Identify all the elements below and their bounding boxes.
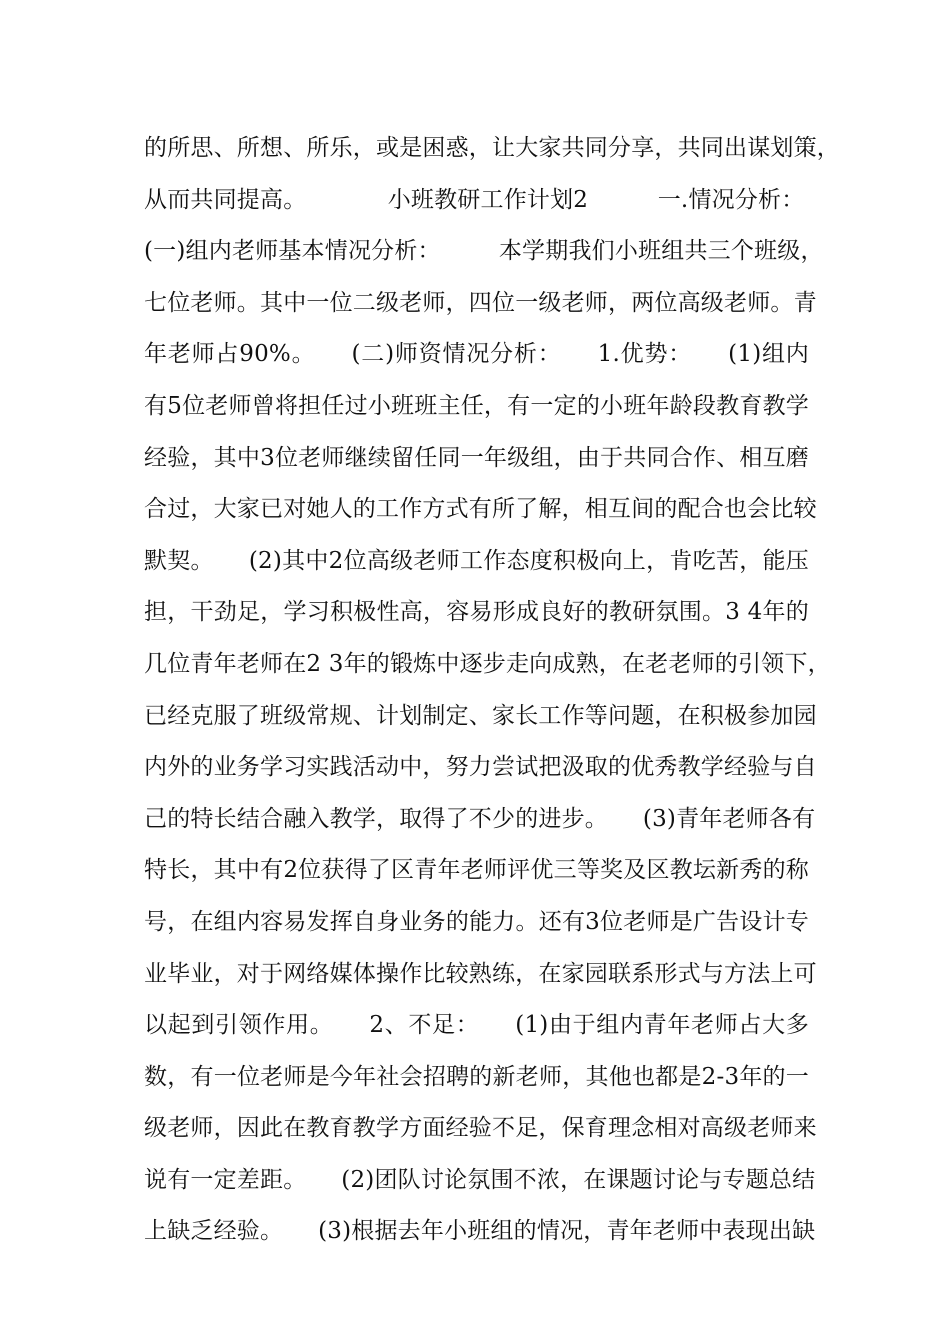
text-line: 七位老师。其中一位二级老师，四位一级老师，两位高级老师。青 bbox=[144, 289, 817, 316]
text-line: 号，在组内容易发挥自身业务的能力。还有3位老师是广告设计专 bbox=[144, 908, 809, 935]
text-line: 内外的业务学习实践活动中，努力尝试把汲取的优秀教学经验与自 bbox=[144, 754, 817, 781]
text-line: (一)组内老师基本情况分析： 本学期我们小班组共三个班级， bbox=[144, 238, 824, 265]
text-line: 从而共同提高。 小班教研工作计划2 一.情况分析： bbox=[144, 186, 805, 213]
text-line: 级老师，因此在教育教学方面经验不足，保育理念相对高级老师来 bbox=[144, 1115, 817, 1142]
text-line: 业毕业，对于网络媒体操作比较熟练，在家园联系形式与方法上可 bbox=[144, 960, 817, 987]
text-line: 年老师占90%。 (二)师资情况分析： 1.优势： (1)组内 bbox=[144, 341, 809, 368]
text-line: 上缺乏经验。 (3)根据去年小班组的情况，青年老师中表现出缺 bbox=[144, 1218, 816, 1245]
text-line: 特长，其中有2位获得了区青年老师评优三等奖及区教坛新秀的称 bbox=[144, 857, 809, 884]
text-line: 说有一定差距。 (2)团队讨论氛围不浓，在课题讨论与专题总结 bbox=[144, 1166, 816, 1193]
text-line: 经验，其中3位老师继续留任同一年级组，由于共同合作、相互磨 bbox=[144, 444, 809, 471]
body-text bbox=[144, 126, 840, 1261]
text-line: 几位青年老师在2 3年的锻炼中逐步走向成熟，在老老师的引领下， bbox=[144, 650, 831, 677]
text-line: 以起到引领作用。 2、不足： (1)由于组内青年老师占大多 bbox=[144, 1012, 809, 1039]
text-line: 有5位老师曾将担任过小班班主任，有一定的小班年龄段教育教学 bbox=[144, 392, 809, 419]
text-line: 数，有一位老师是今年社会招聘的新老师，其他也都是2-3年的一 bbox=[144, 1063, 809, 1090]
text-line: 默契。 (2)其中2位高级老师工作态度积极向上，肯吃苦，能压 bbox=[144, 547, 809, 574]
text-line: 的所思、所想、所乐，或是困惑，让大家共同分享，共同出谋划策， bbox=[144, 135, 840, 161]
text-line: 己的特长结合融入教学，取得了不少的进步。 (3)青年老师各有 bbox=[144, 805, 816, 832]
text-line: 已经克服了班级常规、计划制定、家长工作等问题，在积极参加园 bbox=[144, 702, 817, 729]
text-line: 合过，大家已对她人的工作方式有所了解，相互间的配合也会比较 bbox=[144, 496, 817, 523]
text-line: 担，干劲足，学习积极性高，容易形成良好的教研氛围。3 4年的 bbox=[144, 599, 809, 626]
